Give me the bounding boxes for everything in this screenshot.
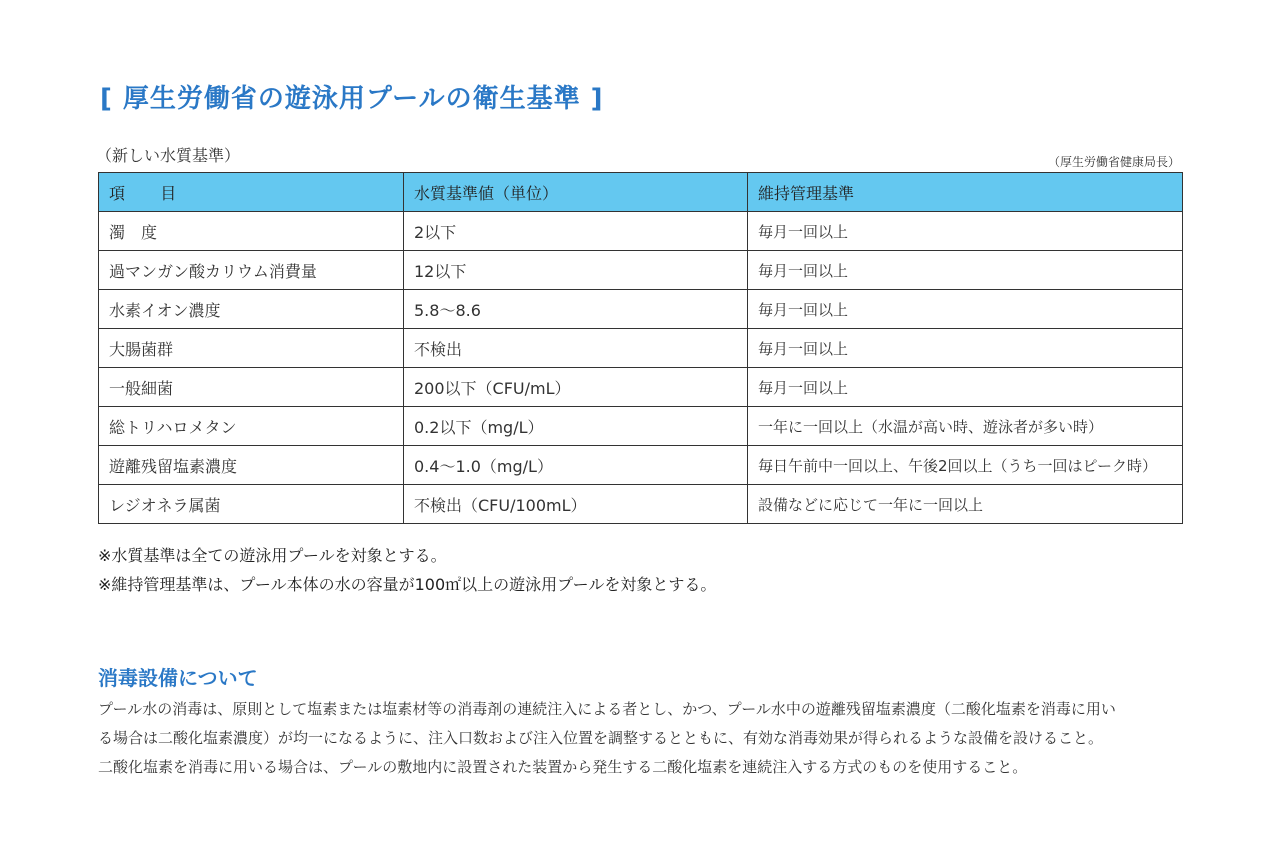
table-row [99, 212, 1183, 251]
value-cell: 200以下（CFU/mL） [404, 368, 748, 407]
management-cell: 設備などに応じて一年に一回以上 [748, 485, 1183, 524]
value-cell: 不検出 [404, 329, 748, 368]
note-line: ※水質基準は全ての遊泳用プールを対象とする。 [98, 546, 447, 565]
water-quality-table-container [98, 172, 1182, 524]
disinfection-section-title: 消毒設備について [98, 666, 258, 690]
header-item: 項 目 [99, 173, 404, 212]
management-cell: 毎月一回以上 [748, 290, 1183, 329]
header-standard-value: 水質基準値（単位） [404, 173, 748, 212]
item-cell: 水素イオン濃度 [99, 290, 404, 329]
item-cell: 大腸菌群 [99, 329, 404, 368]
management-cell: 毎日午前中一回以上、午後2回以上（うち一回はピーク時） [748, 446, 1183, 485]
disinfection-section-text [98, 695, 1188, 782]
management-cell: 毎月一回以上 [748, 368, 1183, 407]
item-cell: レジオネラ属菌 [99, 485, 404, 524]
item-cell: 総トリハロメタン [99, 407, 404, 446]
value-cell: 不検出（CFU/100mL） [404, 485, 748, 524]
value-cell: 0.2以下（mg/L） [404, 407, 748, 446]
value-cell: 2以下 [404, 212, 748, 251]
management-cell: 一年に一回以上（水温が高い時、遊泳者が多い時） [748, 407, 1183, 446]
water-quality-table [98, 172, 1183, 524]
table-row [99, 446, 1183, 485]
item-cell: 一般細菌 [99, 368, 404, 407]
table-row [99, 485, 1183, 524]
management-cell: 毎月一回以上 [748, 212, 1183, 251]
table-header [99, 173, 1183, 212]
table-body [99, 212, 1183, 524]
item-cell: 過マンガン酸カリウム消費量 [99, 251, 404, 290]
item-cell: 濁 度 [99, 212, 404, 251]
table-row [99, 407, 1183, 446]
paragraph-line: る場合は二酸化塩素濃度）が均一になるように、注入口数および注入位置を調整するとともに、有効な消毒効果が得られるような設備を設けること。 [98, 729, 1104, 747]
management-cell: 毎月一回以上 [748, 251, 1183, 290]
management-cell: 毎月一回以上 [748, 329, 1183, 368]
table-row [99, 290, 1183, 329]
table-subtitle: （新しい水質基準） [96, 146, 241, 165]
value-cell: 5.8～8.6 [404, 290, 748, 329]
table-row [99, 329, 1183, 368]
paragraph-line: 二酸化塩素を消毒に用いる場合は、プールの敷地内に設置された装置から発生する二酸化塩素を連続注入する方式のものを使用すること。 [98, 758, 1028, 776]
header-management-standard: 維持管理基準 [748, 173, 1183, 212]
value-cell: 12以下 [404, 251, 748, 290]
table-row [99, 368, 1183, 407]
page-title: [ 厚生労働省の遊泳用プールの衛生基準 ] [100, 84, 604, 114]
paragraph-line: プール水の消毒は、原則として塩素または塩素材等の消毒剤の連続注入による者とし、かつ、プール水中の遊離残留塩素濃度（二酸化塩素を消毒に用い [98, 700, 1116, 718]
table-header-row [99, 173, 1183, 212]
value-cell: 0.4～1.0（mg/L） [404, 446, 748, 485]
source-label: （厚生労働省健康局長） [1047, 155, 1180, 169]
note-line: ※維持管理基準は、プール本体の水の容量が100㎡以上の遊泳用プールを対象とする。 [98, 575, 717, 594]
table-row [99, 251, 1183, 290]
table-notes [98, 541, 1188, 599]
item-cell: 遊離残留塩素濃度 [99, 446, 404, 485]
